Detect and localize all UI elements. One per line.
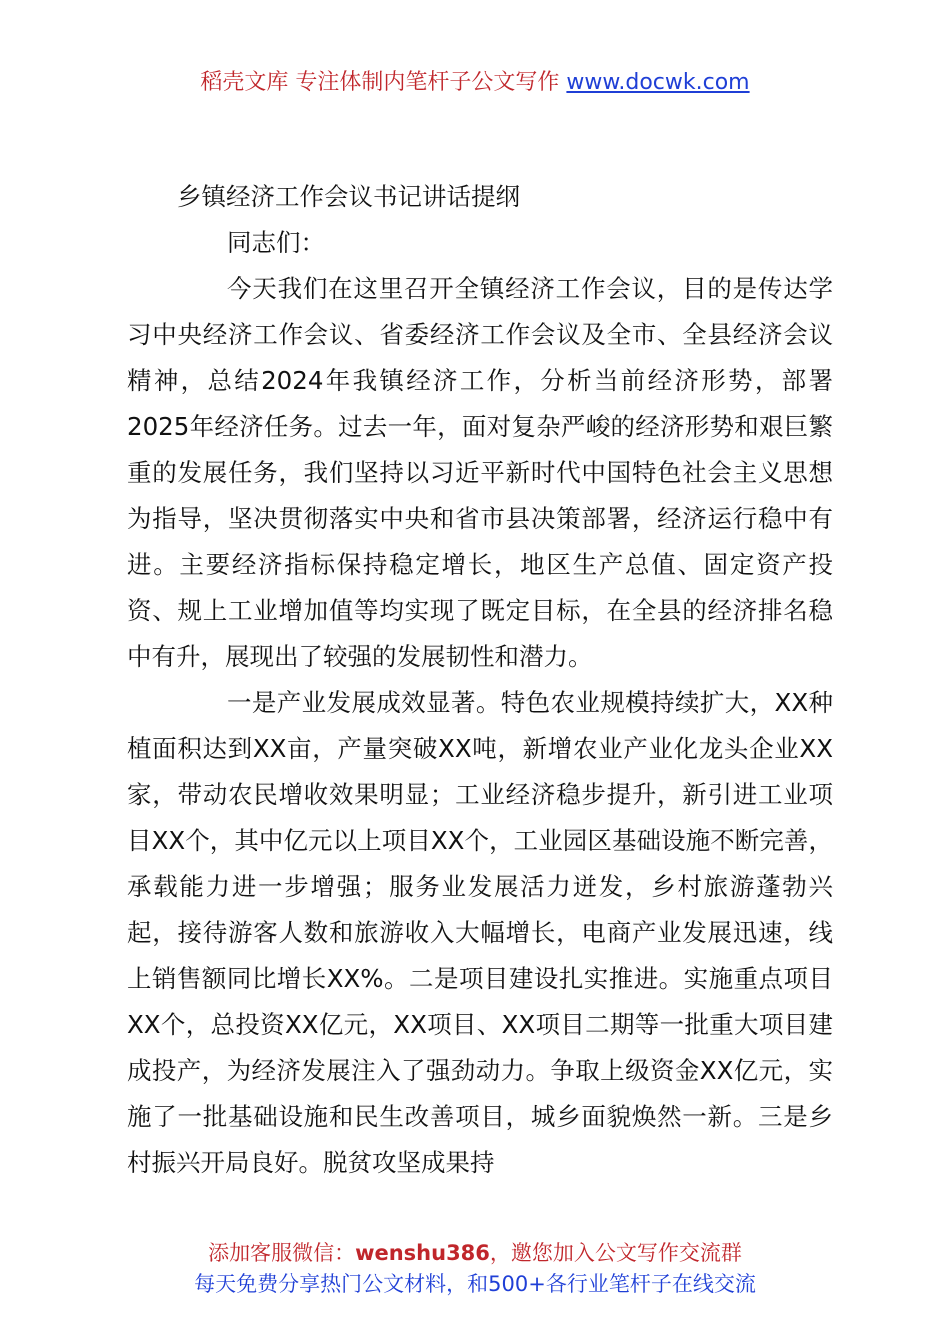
footer-contact-line [0, 1238, 950, 1269]
paragraph-intro: 今天我们在这里召开全镇经济工作会议，目的是传达学习中央经济工作会议、省委经济工作会议及全市、全县经济会议精神，总结2024年我镇经济工作，分析当前经济形势，部署2025年经济任务。过去一年，面对复杂严峻的经济形势和艰巨繁重的发展任务，我们坚持以习近平新时代中国特色社会主义思想为指导，坚决贯彻落实中央和省市县决策部署，经济运行稳中有进。主要经济指标保持稳定增长，地区生产总值、固定资产投资、规上工业增加值等均实现了既定目标，在全县的经济排名稳中有升，展现出了较强的发展韧性和潜力。 [127, 274, 833, 671]
paragraph-achievements: 一是产业发展成效显著。特色农业规模持续扩大，XX种植面积达到XX亩，产量突破XX吨，新增农业产业化龙头企业XX家，带动农民增收效果明显；工业经济稳步提升，新引进工业项目XX个，其中亿元以上项目XX个，工业园区基础设施不断完善，承载能力进一步增强；服务业发展活力迸发，乡村旅游蓬勃兴起，接待游客人数和旅游收入大幅增长，电商产业发展迅速，线上销售额同比增长XX%。二是项目建设扎实推进。实施重点项目XX个，总投资XX亿元，XX项目、XX项目二期等一批重大项目建成投产，为经济发展注入了强劲动力。争取上级资金XX亿元，实施了一批基础设施和民生改善项目，城乡面貌焕然一新。三是乡村振兴开局良好。脱贫攻坚成果持 [127, 688, 833, 1177]
footer-wechat-id: wenshu386 [355, 1241, 490, 1265]
footer-contact-prefix: 添加客服微信： [208, 1241, 356, 1265]
document-title: 乡镇经济工作会议书记讲话提纲 [177, 182, 520, 211]
page-header [0, 66, 950, 100]
header-brand: 稻壳文库 专注体制内笔杆子公文写作 [200, 70, 567, 95]
salutation: 同志们： [227, 228, 325, 257]
footer-contact-suffix: ，邀您加入公文写作交流群 [489, 1241, 742, 1265]
page-footer [0, 1238, 950, 1300]
header-url-link[interactable]: www.docwk.com [566, 70, 750, 95]
document-body [127, 174, 833, 1186]
footer-promo-line: 每天免费分享热门公文材料，和500+各行业笔杆子在线交流 [194, 1272, 756, 1296]
